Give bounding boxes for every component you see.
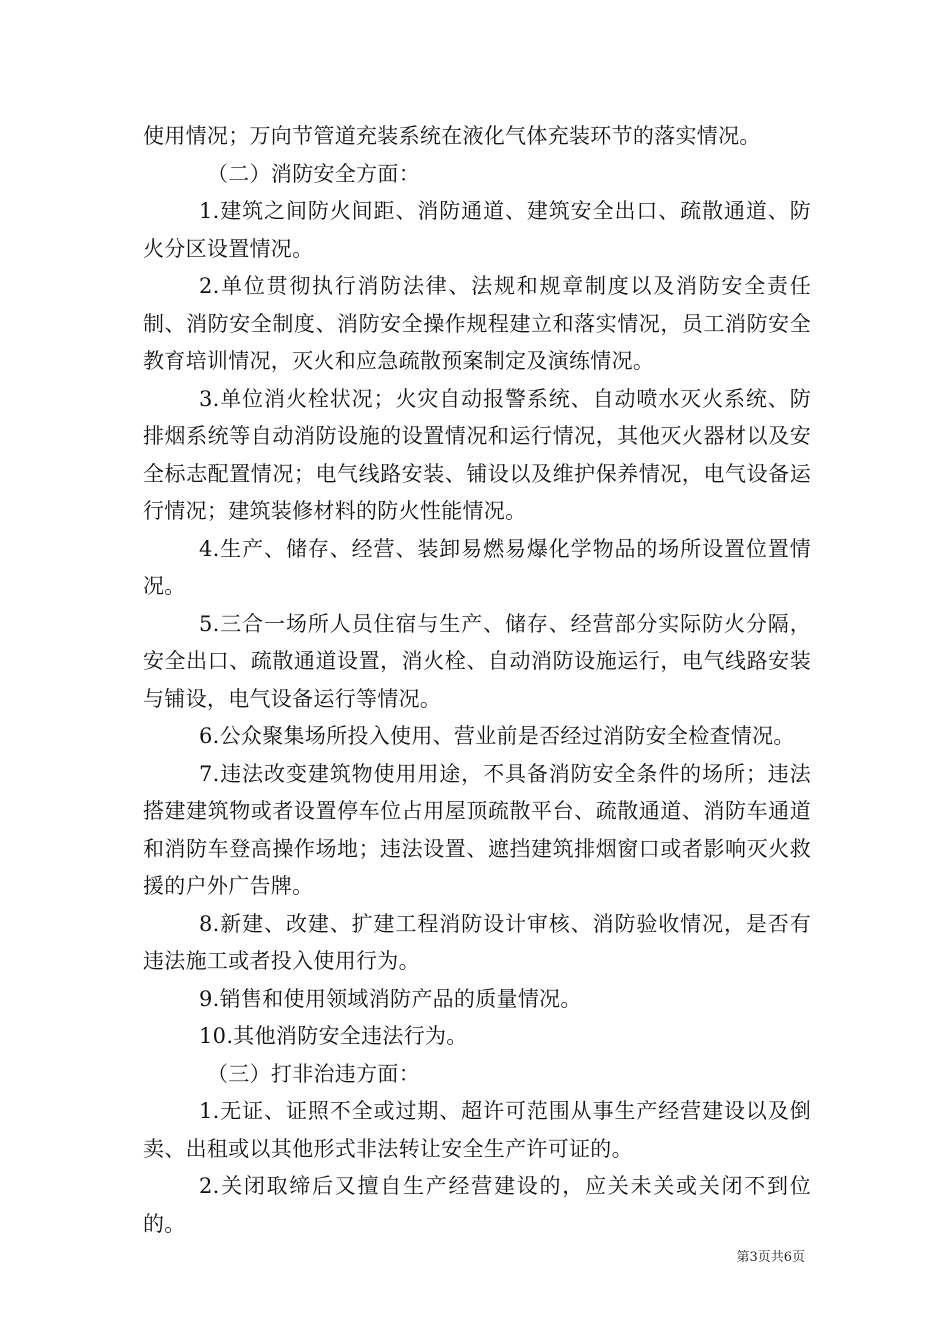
page-number-footer: 第3页共6页 — [736, 1250, 805, 1265]
list-item-fire-3: 3.单位消火栓状况；火灾自动报警系统、自动喷水灭火系统、防排烟系统等自动消防设施的设置情况和运行情况，其他灭火器材以及安全标志配置情况；电气线路安装、铺设以及维护保养情况，电气设备运行情况；建筑装修材料的防火性能情况。 — [143, 386, 811, 523]
list-item-illegal-1: 1.无证、证照不全或过期、超许可范围从事生产经营建设以及倒卖、出租或以其他形式非法转让安全生产许可证的。 — [143, 1099, 811, 1161]
list-item-fire-2: 2.单位贯彻执行消防法律、法规和规章制度以及消防安全责任制、消防安全制度、消防安全操作规程建立和落实情况，员工消防安全教育培训情况，灭火和应急疏散预案制定及演练情况。 — [143, 274, 811, 373]
list-item-fire-6: 6.公众聚集场所投入使用、营业前是否经过消防安全检查情况。 — [199, 724, 795, 748]
section-heading-illegal-activities: （三）打非治违方面： — [207, 1061, 420, 1086]
list-item-fire-7: 7.违法改变建筑物使用用途，不具备消防安全条件的场所；违法搭建建筑物或者设置停车位占用屋顶疏散平台、疏散通道、消防车通道和消防车登高操作场地；违法设置、遮挡建筑排烟窗口或者影响灭火救援的户外广告牌。 — [143, 761, 811, 898]
document-body — [143, 118, 811, 1243]
list-item-fire-5: 5.三合一场所人员住宿与生产、储存、经营部分实际防火分隔，安全出口、疏散通道设置，消火栓、自动消防设施运行，电气线路安装与铺设，电气设备运行等情况。 — [143, 611, 811, 711]
paragraph-continuation: 使用情况；万向节管道充装系统在液化气体充装环节的落实情况。 — [143, 124, 761, 148]
list-item-fire-9: 9.销售和使用领域消防产品的质量情况。 — [199, 986, 582, 1011]
list-item-fire-4: 4.生产、储存、经营、装卸易燃易爆化学物品的场所设置位置情况。 — [143, 536, 811, 598]
section-heading-fire-safety: （二）消防安全方面： — [207, 161, 420, 186]
list-item-fire-10: 10.其他消防安全违法行为。 — [199, 1024, 468, 1048]
list-item-fire-1: 1.建筑之间防火间距、消防通道、建筑安全出口、疏散通道、防火分区设置情况。 — [143, 199, 811, 261]
list-item-fire-8: 8.新建、改建、扩建工程消防设计审核、消防验收情况，是否有违法施工或者投入使用行为。 — [143, 911, 811, 973]
list-item-illegal-2: 2.关闭取缔后又擅自生产经营建设的，应关未关或关闭不到位的。 — [143, 1174, 811, 1236]
